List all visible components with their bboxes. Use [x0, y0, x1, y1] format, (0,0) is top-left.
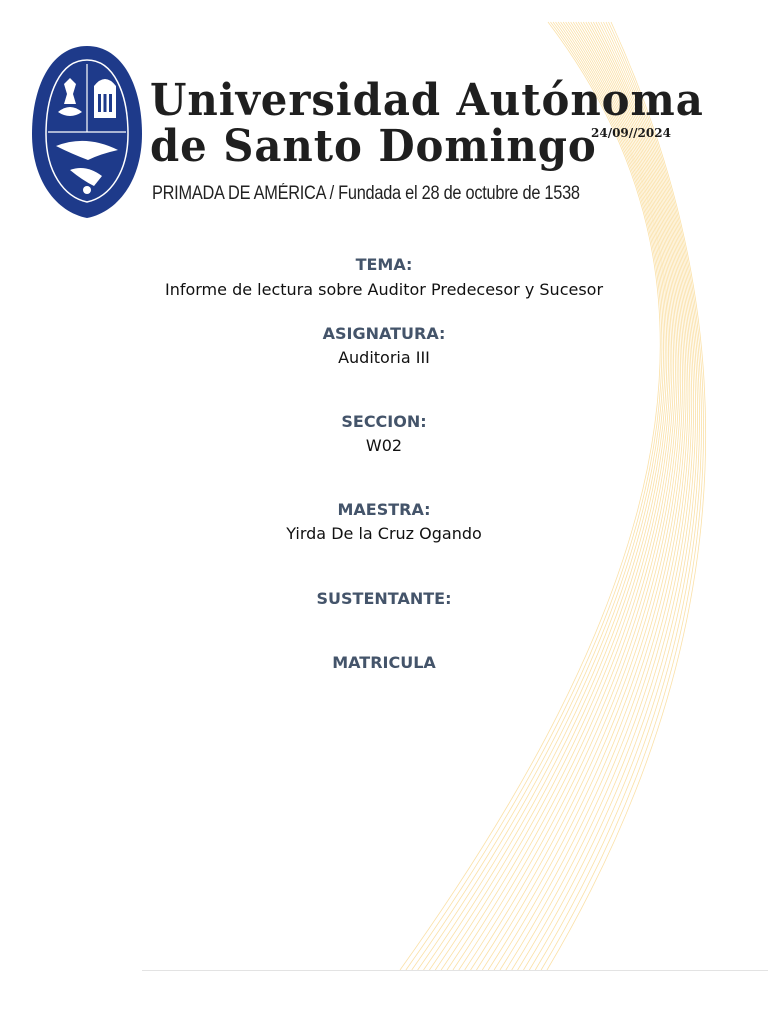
asignatura-value: Auditoria III — [338, 348, 430, 367]
university-name-line2: de Santo Domingo — [150, 121, 597, 172]
maestra-value: Yirda De la Cruz Ogando — [286, 524, 482, 543]
sustentante-label: SUSTENTANTE: — [316, 589, 452, 608]
asignatura-section — [0, 323, 768, 369]
matricula-section — [0, 652, 768, 674]
seccion-label: SECCION: — [341, 412, 427, 431]
page-bottom-rule — [142, 970, 768, 971]
maestra-label: MAESTRA: — [337, 500, 431, 519]
tema-label: TEMA: — [355, 255, 413, 274]
matricula-label: MATRICULA — [332, 653, 436, 672]
sustentante-section — [0, 588, 768, 610]
seccion-section — [0, 411, 768, 457]
document-date: 24/09//2024 — [591, 126, 671, 140]
asignatura-label: ASIGNATURA: — [322, 324, 446, 343]
tema-value: Informe de lectura sobre Auditor Predecesor y Sucesor — [164, 280, 604, 299]
university-name-line1: Universidad Autónoma — [150, 75, 704, 126]
tema-section — [0, 254, 768, 301]
university-name — [150, 75, 704, 172]
seccion-value: W02 — [365, 436, 403, 455]
university-subtitle: PRIMADA DE AMÉRICA / Fundada el 28 de octubre de 1538 — [152, 183, 580, 204]
university-seal-icon — [28, 42, 146, 220]
maestra-section — [0, 499, 768, 545]
